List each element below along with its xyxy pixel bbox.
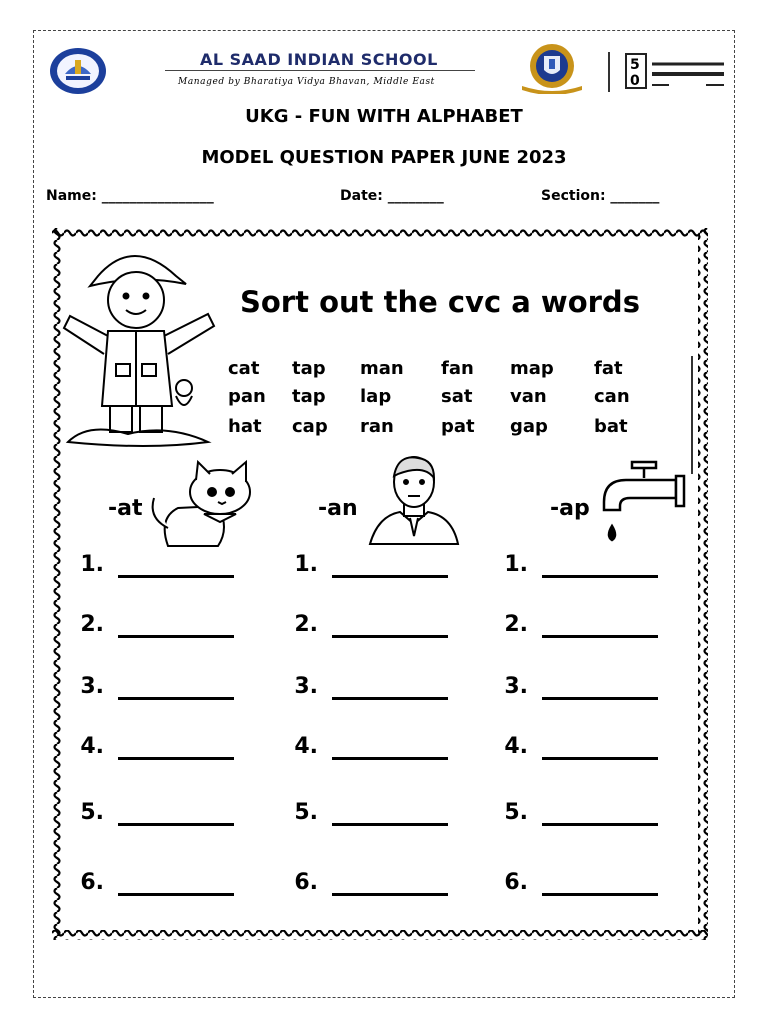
answer-blank[interactable] [542, 697, 658, 700]
answer-blank[interactable] [332, 823, 448, 826]
answer-blank[interactable] [542, 823, 658, 826]
answer-number: 3. [294, 674, 318, 699]
managed-by-text: Managed by Bharatiya Vidya Bhavan, Middle East [178, 77, 435, 87]
answer-number: 1. [294, 552, 318, 577]
answer-number: 6. [80, 870, 104, 895]
answer-number: 6. [504, 870, 528, 895]
word-bank-word: map [510, 358, 554, 379]
answer-blank[interactable] [332, 893, 448, 896]
answer-blank[interactable] [118, 635, 234, 638]
answer-blank[interactable] [118, 697, 234, 700]
answer-number: 4. [504, 734, 528, 759]
cat-icon [148, 458, 260, 552]
answer-blank[interactable] [118, 893, 234, 896]
answer-blank[interactable] [118, 757, 234, 760]
word-bank-word: lap [360, 386, 392, 407]
fifty-years-icon [624, 52, 730, 92]
answer-number: 5. [504, 800, 528, 825]
column-heading: -ap [550, 496, 590, 521]
answer-number: 2. [504, 612, 528, 637]
column-heading: -an [318, 496, 358, 521]
answer-number: 6. [294, 870, 318, 895]
word-bank-divider [691, 356, 693, 474]
word-bank-word: hat [228, 416, 262, 437]
answer-blank[interactable] [542, 575, 658, 578]
answer-blank[interactable] [332, 635, 448, 638]
word-bank-word: tap [292, 386, 326, 407]
paper-title: UKG - FUN WITH ALPHABET [245, 106, 523, 127]
logo-separator [608, 52, 610, 92]
man-portrait-icon [368, 452, 460, 546]
answer-blank[interactable] [542, 635, 658, 638]
answer-blank[interactable] [332, 757, 448, 760]
answer-blank[interactable] [118, 575, 234, 578]
word-bank-word: fan [441, 358, 474, 379]
word-bank-word: pat [441, 416, 475, 437]
answer-number: 5. [80, 800, 104, 825]
word-bank-word: ran [360, 416, 394, 437]
word-bank-word: cat [228, 358, 260, 379]
anniversary-badge-icon [512, 42, 592, 94]
boy-in-raincoat-icon [58, 236, 224, 452]
answer-number: 1. [504, 552, 528, 577]
answer-number: 4. [80, 734, 104, 759]
answer-number: 2. [80, 612, 104, 637]
answer-blank[interactable] [332, 697, 448, 700]
word-bank-word: fat [594, 358, 623, 379]
paper-subtitle: MODEL QUESTION PAPER JUNE 2023 [201, 147, 567, 168]
date-field[interactable]: Date: ________ [340, 188, 444, 204]
svg-text:0: 0 [630, 73, 640, 89]
answer-number: 2. [294, 612, 318, 637]
school-name: AL SAAD INDIAN SCHOOL [200, 50, 438, 69]
answer-blank[interactable] [118, 823, 234, 826]
answer-blank[interactable] [332, 575, 448, 578]
word-bank-word: man [360, 358, 404, 379]
activity-heading: Sort out the cvc a words [240, 285, 640, 319]
word-bank-word: gap [510, 416, 548, 437]
word-bank-word: tap [292, 358, 326, 379]
word-bank-word: pan [228, 386, 266, 407]
name-field[interactable]: Name: ________________ [46, 188, 214, 204]
answer-blank[interactable] [542, 893, 658, 896]
answer-number: 4. [294, 734, 318, 759]
divider [165, 70, 475, 71]
word-bank-word: van [510, 386, 547, 407]
word-bank-word: bat [594, 416, 628, 437]
answer-blank[interactable] [542, 757, 658, 760]
answer-number: 3. [504, 674, 528, 699]
section-field[interactable]: Section: _______ [541, 188, 660, 204]
answer-number: 5. [294, 800, 318, 825]
svg-text:5: 5 [630, 57, 640, 73]
word-bank-word: sat [441, 386, 473, 407]
word-bank-word: cap [292, 416, 328, 437]
answer-number: 3. [80, 674, 104, 699]
answer-number: 1. [80, 552, 104, 577]
column-heading: -at [108, 496, 143, 521]
water-tap-icon [596, 458, 690, 550]
school-emblem-icon [48, 46, 108, 96]
word-bank-word: can [594, 386, 630, 407]
